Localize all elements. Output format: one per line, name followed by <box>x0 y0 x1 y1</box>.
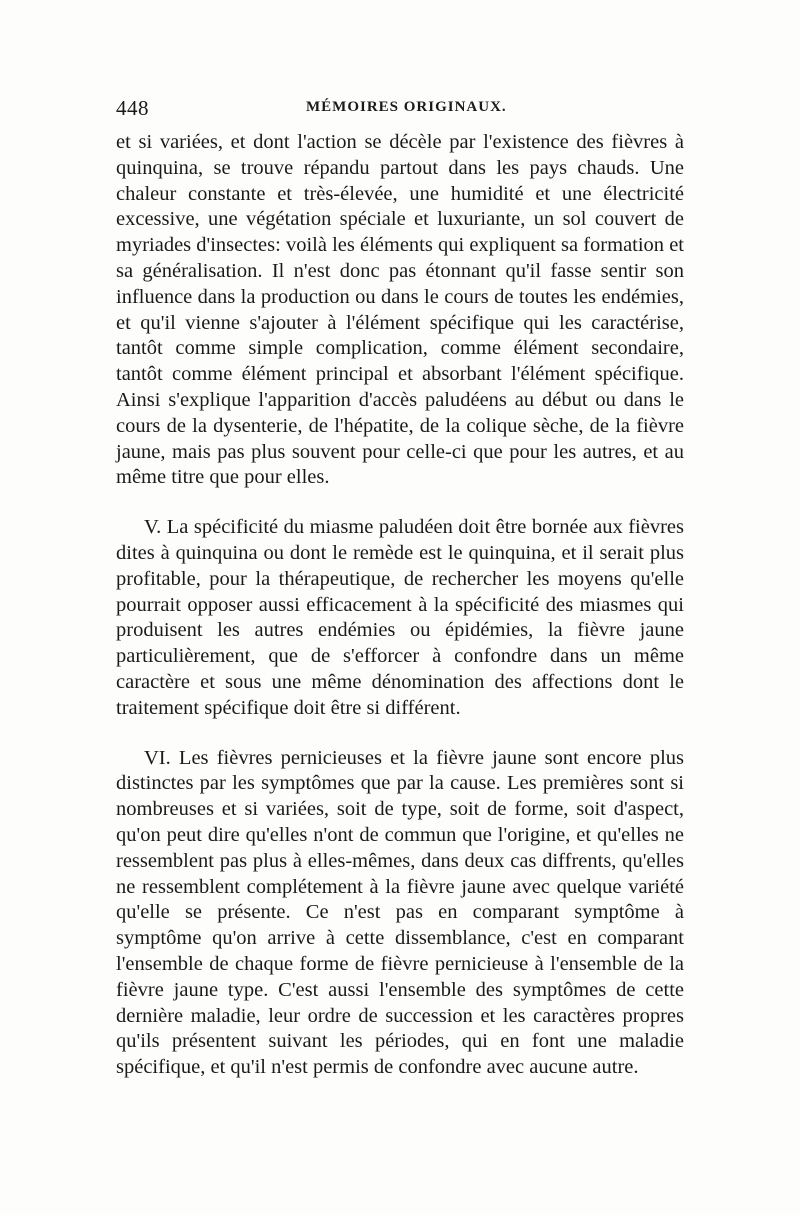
paragraph-section-v: V. La spécificité du miasme paludéen doit être bornée aux fièvres dites à quinquina ou dont le remède est le quinquina, et il serait plus profitable, pour la thérapeutique, de rechercher les moyens qu'elle pourrait opposer aussi efficacement à la spécificité des miasmes qui produisent les autres endémies ou épidémies, la fièvre jaune particulièrement, que de s'efforcer à confondre dans un même caractère et sous une même dénomination des affections dont le traitement spécifique doit être si différent. <box>116 516 684 719</box>
paragraph-gap <box>116 722 684 746</box>
running-title: MÉMOIRES ORIGINAUX. <box>306 99 507 115</box>
paragraph-continuation: et si variées, et dont l'action se décèle par l'existence des fièvres à quinquina, se trouve répandu partout dans les pays chauds. Une chaleur constante et très-élevée, une humidité et une électricité excessive, une végétation spéciale et luxuriante, un sol couvert de myriades d'insectes: voilà les éléments qui expliquent sa formation et sa généralisation. Il n'est donc pas étonnant qu'il fasse sentir son influence dans la production ou dans le cours de toutes les endémies, et qu'il vienne s'ajouter à l'élément spécifique qui les caractérise, tantôt comme simple complication, comme élément secondaire, tantôt comme élément principal et absorbant l'élément spécifique. Ainsi s'explique l'apparition d'accès paludéens au début ou dans le cours de la dysenterie, de l'hépatite, de la colique sèche, de la fièvre jaune, mais pas plus souvent pour celle-ci que pour les autres, et au même titre que pour elles. <box>116 131 684 489</box>
paragraph-gap <box>116 491 684 515</box>
page-header <box>116 96 686 124</box>
paragraph-section-vi: VI. Les fièvres pernicieuses et la fièvre jaune sont encore plus distinctes par les symptômes que par la cause. Les premières sont si nombreuses et si variées, soit de type, soit de forme, soit d'aspect, qu'on peut dire qu'elles n'ont de commun que l'origine, et qu'elles ne ressemblent pas plus à elles-mêmes, dans deux cas diffrents, qu'elles ne ressemblent complétement à la fièvre jaune avec quelque variété qu'elle se présente. Ce n'est pas en comparant symptôme à symptôme qu'on arrive à cette dissemblance, c'est en comparant l'ensemble de chaque forme de fièvre pernicieuse à l'ensemble de la fièvre jaune type. C'est aussi l'ensemble des symptômes de cette dernière maladie, leur ordre de succession et les caractères propres qu'ils présentent suivant les périodes, qui en font une maladie spécifique, et qu'il n'est permis de confondre avec aucune autre. <box>116 746 684 1079</box>
page-body <box>116 130 684 1081</box>
page-number: 448 <box>116 96 149 120</box>
